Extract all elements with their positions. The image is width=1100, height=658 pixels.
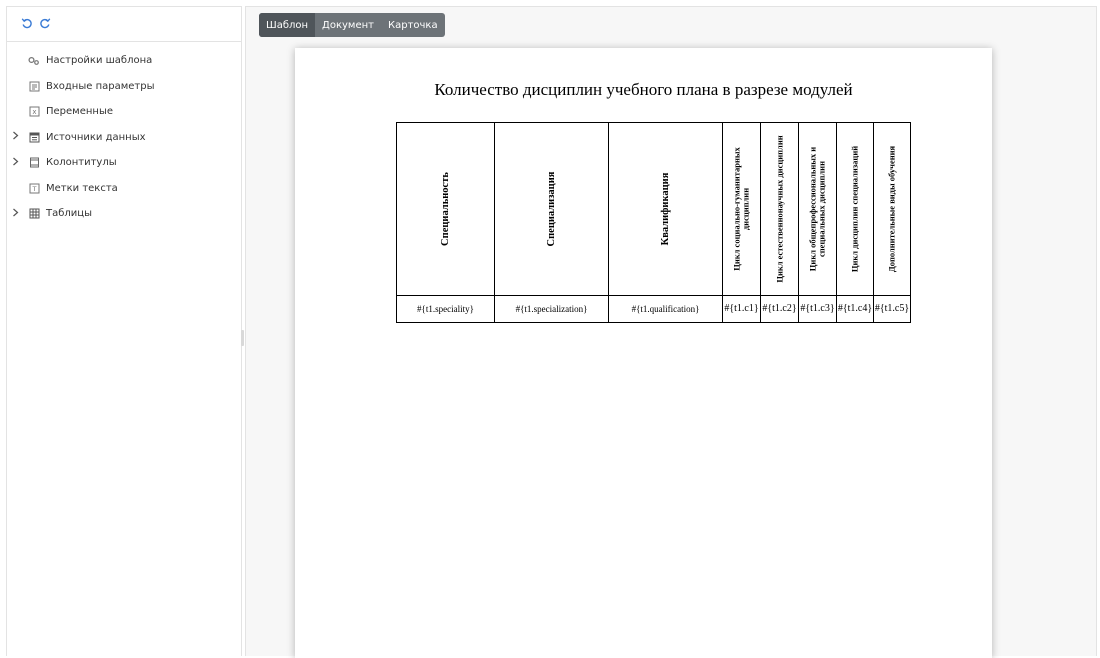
chevron-right-icon[interactable] (7, 157, 23, 169)
header-cell[interactable]: Квалификация (609, 123, 723, 296)
tree-item-input-params[interactable] (7, 74, 241, 100)
table-cell[interactable]: #{t1.c3} (799, 296, 837, 323)
svg-text:T: T (32, 184, 36, 193)
table-cell[interactable]: #{t1.c2} (761, 296, 799, 323)
tree-item-template-settings[interactable] (7, 48, 241, 74)
tree-item-text-marks[interactable] (7, 176, 241, 202)
tree-item-label: Источники данных (46, 131, 146, 143)
table-cell[interactable]: #{t1.c1} (723, 296, 761, 323)
table-row (397, 296, 911, 323)
chevron-right-icon[interactable] (7, 131, 23, 143)
tree-item-data-sources[interactable] (7, 125, 241, 151)
header-cell[interactable]: Цикл социально-гуманитарных дисциплин (723, 123, 761, 296)
tab-document[interactable]: Документ (322, 19, 374, 31)
document-title: Количество дисциплин учебного плана в разрезе модулей (434, 80, 853, 99)
tree-item-label: Метки текста (46, 182, 118, 194)
tab-card[interactable]: Карточка (388, 19, 438, 31)
chevron-right-icon[interactable] (7, 208, 23, 220)
view-tabs (259, 13, 445, 37)
panel-splitter[interactable] (241, 330, 244, 346)
table-cell[interactable]: #{t1.c5} (874, 296, 911, 323)
variables-icon (27, 106, 41, 117)
left-toolbar (7, 7, 241, 42)
tree-item-label: Переменные (46, 106, 113, 118)
header-cell[interactable]: Цикл общепрофессиональных и специальных дисциплин (799, 123, 837, 296)
left-panel (6, 6, 242, 656)
table-cell[interactable]: #{t1.qualification} (609, 296, 723, 323)
table-cell[interactable]: #{t1.c4} (837, 296, 874, 323)
tree-item-tables[interactable] (7, 201, 241, 227)
redo-icon[interactable] (39, 17, 51, 32)
undo-icon[interactable] (21, 17, 33, 32)
datasource-icon (27, 132, 41, 143)
header-cell[interactable]: Дополнительные виды обучения (874, 123, 911, 296)
document-table[interactable] (396, 122, 911, 323)
tree-item-variables[interactable] (7, 99, 241, 125)
header-cell[interactable]: Цикл дисциплин специализаций (837, 123, 874, 296)
tree-item-headers-footers[interactable] (7, 150, 241, 176)
input-params-icon (27, 81, 41, 92)
document-page[interactable] (295, 48, 992, 658)
tree-item-label: Настройки шаблона (46, 55, 153, 67)
table-cell[interactable]: #{t1.specialization} (495, 296, 609, 323)
tree-item-label: Колонтитулы (46, 157, 117, 169)
settings-icon (27, 56, 41, 66)
text-marks-icon (27, 183, 41, 194)
editor-panel (245, 6, 1097, 656)
template-tree (7, 42, 241, 227)
header-cell[interactable]: Специализация (495, 123, 609, 296)
table-header-row (397, 123, 911, 296)
tab-template[interactable]: Шаблон (259, 13, 315, 37)
header-cell[interactable]: Специальность (397, 123, 495, 296)
tree-item-label: Входные параметры (46, 80, 155, 92)
table-cell[interactable]: #{t1.speciality} (397, 296, 495, 323)
svg-text:x: x (31, 108, 37, 117)
table-icon (27, 208, 41, 219)
tree-item-label: Таблицы (46, 208, 92, 220)
header-cell[interactable]: Цикл естественнонаучных дисциплин (761, 123, 799, 296)
header-footer-icon (27, 157, 41, 168)
